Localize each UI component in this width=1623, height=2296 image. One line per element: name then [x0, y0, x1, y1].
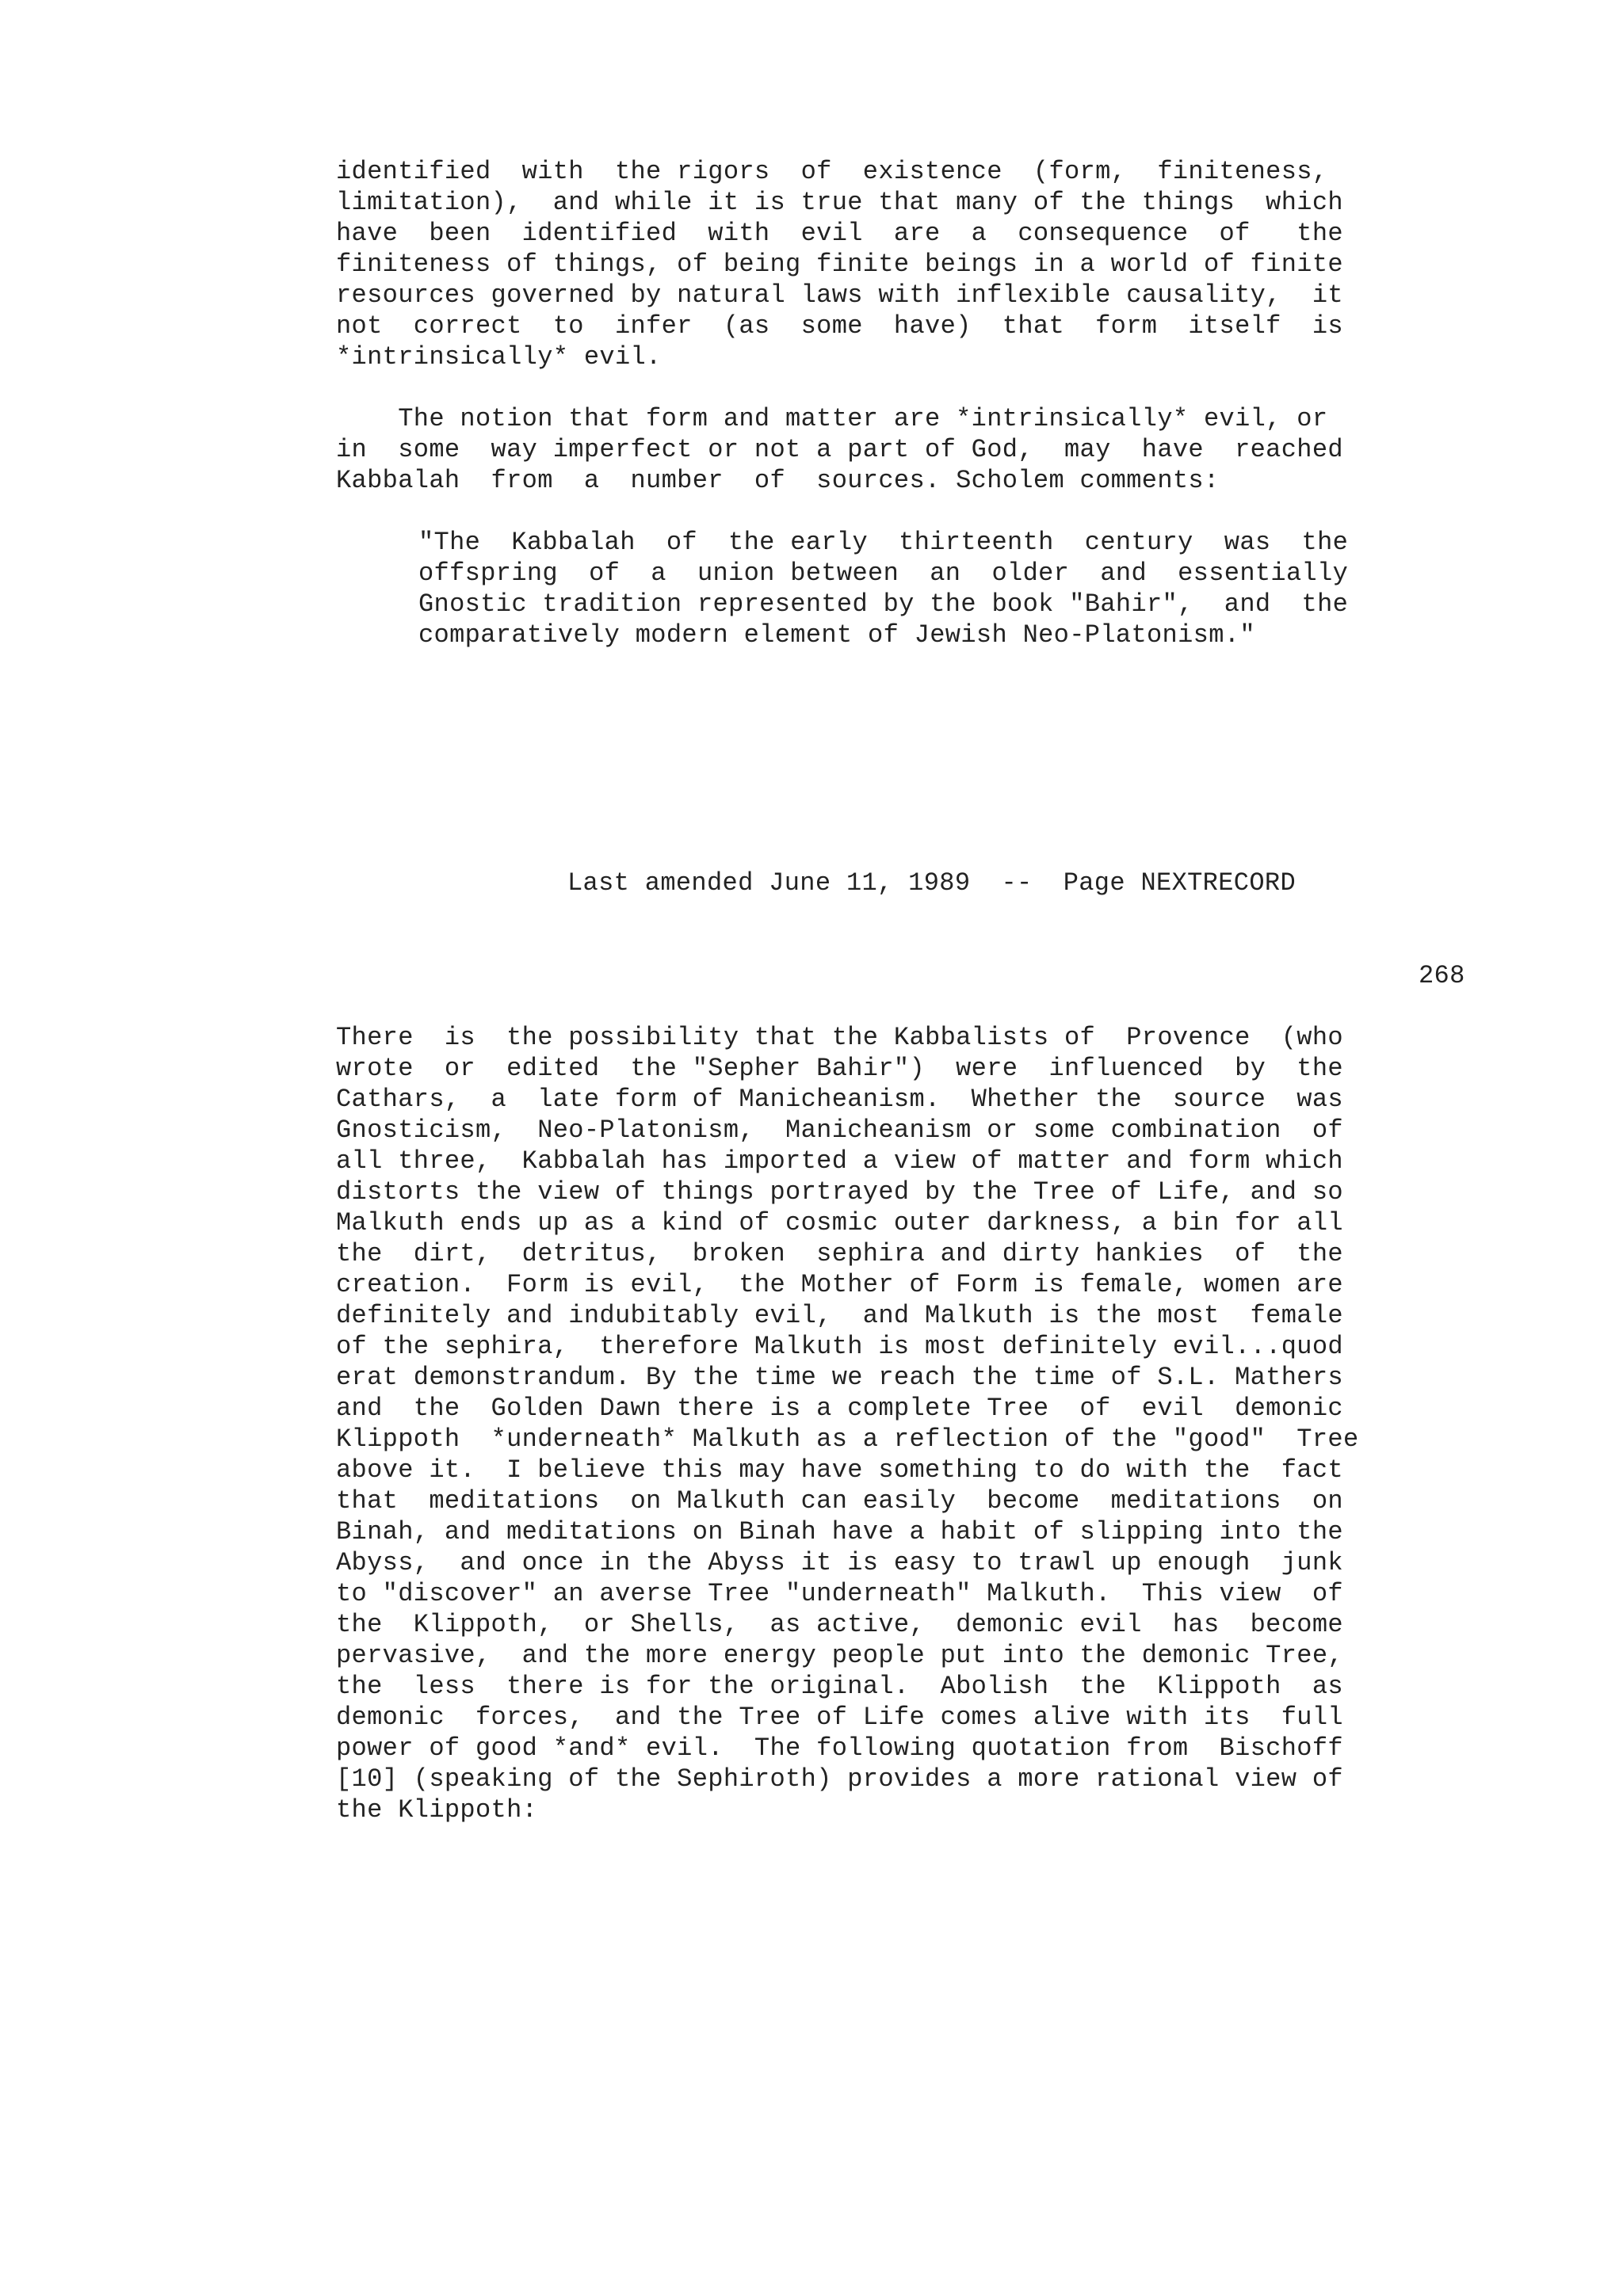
text-line: the less there is for the original. Abolish the Klippoth as [336, 1672, 1343, 1701]
paragraph-3 [336, 1022, 1359, 1825]
text-line: Cathars, a late form of Manicheanism. Whether the source was [336, 1085, 1343, 1114]
paragraph-1 [336, 156, 1343, 372]
text-line: There is the possibility that the Kabbalists of Provence (who [336, 1023, 1343, 1052]
text-line: comparatively modern element of Jewish Neo-Platonism." [418, 620, 1255, 650]
text-line: definitely and indubitably evil, and Malkuth is the most female [336, 1301, 1343, 1330]
text-line: Abyss, and once in the Abyss it is easy to trawl up enough junk [336, 1548, 1343, 1577]
text-line: of the sephira, therefore Malkuth is most definitely evil...quod [336, 1332, 1343, 1361]
text-line: The notion that form and matter are *intrinsically* evil, or [336, 404, 1328, 433]
text-line: [10] (speaking of the Sephiroth) provides a more rational view of [336, 1764, 1343, 1794]
text-line: the Klippoth, or Shells, as active, demonic evil has become [336, 1610, 1343, 1639]
text-line: pervasive, and the more energy people put into the demonic Tree, [336, 1641, 1343, 1670]
text-line: "The Kabbalah of the early thirteenth century was the [418, 528, 1349, 557]
page-number: 268 [1419, 961, 1465, 990]
text-line: *intrinsically* evil. [336, 342, 662, 372]
page-footer: Last amended June 11, 1989 -- Page NEXTRECORD [567, 868, 1296, 898]
text-line: erat demonstrandum. By the time we reach the time of S.L. Mathers [336, 1363, 1343, 1392]
text-line: resources governed by natural laws with inflexible causality, it [336, 280, 1343, 310]
text-line: that meditations on Malkuth can easily become meditations on [336, 1486, 1343, 1516]
text-line: the Klippoth: [336, 1795, 538, 1825]
text-line: not correct to infer (as some have) that form itself is [336, 311, 1343, 341]
text-line: demonic forces, and the Tree of Life comes alive with its full [336, 1703, 1343, 1732]
text-line: limitation), and while it is true that many of the things which [336, 188, 1343, 217]
text-line: wrote or edited the "Sepher Bahir") were influenced by the [336, 1054, 1343, 1083]
text-line: power of good *and* evil. The following quotation from Bischoff [336, 1733, 1343, 1763]
text-line: offspring of a union between an older and essentially [418, 559, 1349, 588]
text-line: distorts the view of things portrayed by the Tree of Life, and so [336, 1177, 1343, 1207]
text-line: have been identified with evil are a consequence of the [336, 219, 1343, 248]
text-line: and the Golden Dawn there is a complete Tree of evil demonic [336, 1394, 1343, 1423]
text-line: Gnostic tradition represented by the book "Bahir", and the [418, 589, 1349, 619]
text-line: Malkuth ends up as a kind of cosmic outer darkness, a bin for all [336, 1208, 1343, 1238]
text-line: finiteness of things, of being finite beings in a world of finite [336, 250, 1343, 279]
text-line: Klippoth *underneath* Malkuth as a reflection of the "good" Tree [336, 1425, 1359, 1454]
text-line: all three, Kabbalah has imported a view of matter and form which [336, 1146, 1343, 1176]
text-line: the dirt, detritus, broken sephira and dirty hankies of the [336, 1239, 1343, 1268]
text-line: above it. I believe this may have something to do with the fact [336, 1455, 1343, 1485]
text-line: Kabbalah from a number of sources. Scholem comments: [336, 466, 1220, 495]
text-line: to "discover" an averse Tree "underneath" Malkuth. This view of [336, 1579, 1343, 1608]
text-line: identified with the rigors of existence (form, finiteness, [336, 157, 1328, 186]
block-quote [418, 527, 1348, 650]
text-line: creation. Form is evil, the Mother of Form is female, women are [336, 1270, 1343, 1299]
text-line: Binah, and meditations on Binah have a habit of slipping into the [336, 1517, 1343, 1547]
text-line: in some way imperfect or not a part of God, may have reached [336, 435, 1343, 464]
text-line: Gnosticism, Neo-Platonism, Manicheanism or some combination of [336, 1116, 1343, 1145]
paragraph-2 [336, 403, 1343, 496]
